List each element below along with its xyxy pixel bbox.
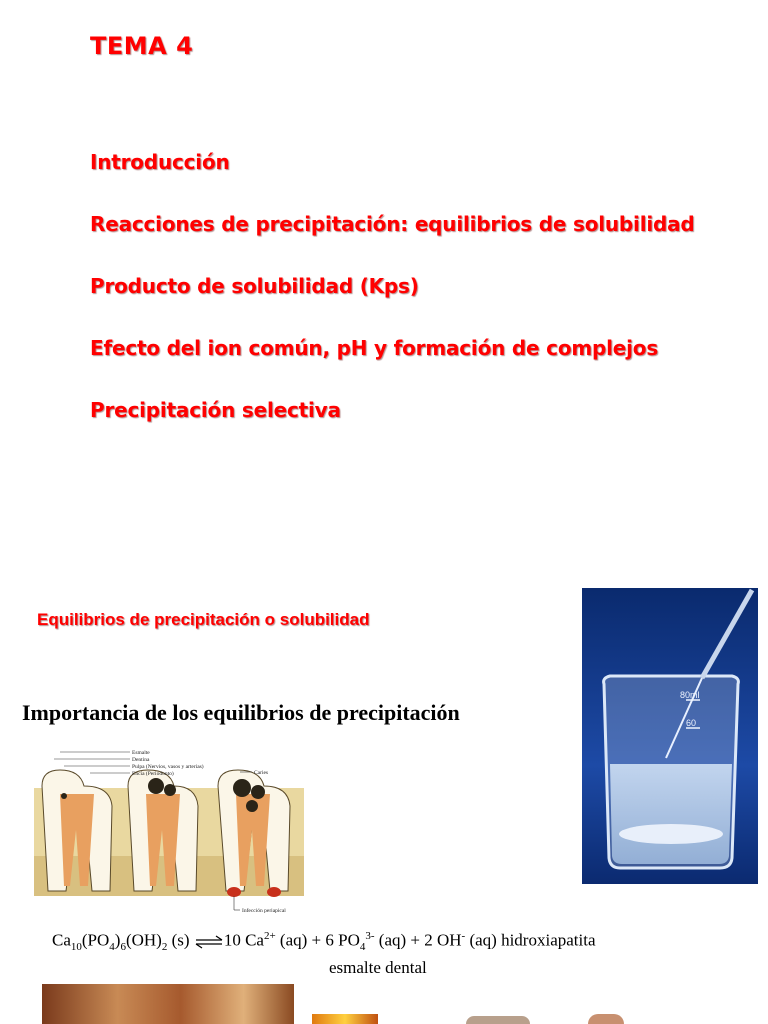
beaker-photo [582, 588, 758, 884]
label-esmalte: Esmalte [132, 750, 150, 756]
eq-sub: 10 [70, 941, 82, 954]
section-heading: Importancia de los equilibrios de precipitación [22, 700, 460, 725]
eq-sub: 6 [120, 941, 126, 954]
beaker-mark-80: 80ml [680, 690, 700, 700]
hydroxyapatite-equation [52, 930, 752, 953]
eq-sup: - [461, 930, 466, 942]
label-encia: Encía (Periodonto) [132, 771, 174, 777]
slide-subtitle: Equilibrios de precipitación o solubilidad [37, 610, 370, 629]
eq-sub: 2 [161, 941, 168, 954]
topic-item: Introducción [90, 150, 230, 174]
eq-state: (s) [167, 930, 190, 950]
equilibrium-arrow-icon [194, 935, 224, 949]
label-pulpa: Pulpa (Nervios, vasos y arterias) [132, 764, 204, 770]
cave-photo [42, 984, 294, 1024]
label-infeccion: Infección periapical [242, 908, 286, 914]
slide-equilibrios [0, 560, 768, 1024]
person-photo [588, 1014, 624, 1024]
eq-sup: 3- [365, 930, 375, 942]
topic-list [90, 148, 695, 458]
equation-caption: esmalte dental [329, 958, 427, 977]
fire-photo [312, 1014, 378, 1024]
label-caries: Caries [254, 770, 269, 776]
eq-ca-ion: 10 Ca [223, 930, 264, 950]
shell-photo [466, 1016, 530, 1024]
eq-aq: (aq) hidroxiapatita [465, 930, 596, 950]
eq-ca: Ca [52, 930, 71, 950]
eq-sub: 4 [109, 941, 115, 954]
eq-oh: (OH) [125, 930, 162, 950]
label-dentina: Dentina [132, 757, 150, 763]
eq-sup: 2+ [263, 930, 276, 942]
topic-item: Producto de solubilidad (Kps) [90, 274, 419, 298]
eq-sub: 4 [359, 941, 366, 954]
eq-aq: (aq) + 6 PO [275, 930, 360, 950]
eq-aq: (aq) + 2 OH [374, 930, 462, 950]
topic-item: Precipitación selectiva [90, 398, 341, 422]
topic-item: Reacciones de precipitación: equilibrios de solubilidad [90, 212, 695, 236]
eq-paren: ) [114, 930, 121, 950]
topic-item: Efecto del ion común, pH y formación de complejos [90, 336, 659, 360]
teeth-diagram [30, 746, 310, 921]
eq-po: (PO [81, 930, 110, 950]
beaker-mark-60: 60 [686, 718, 697, 728]
slide-title: TEMA 4 [90, 32, 194, 60]
